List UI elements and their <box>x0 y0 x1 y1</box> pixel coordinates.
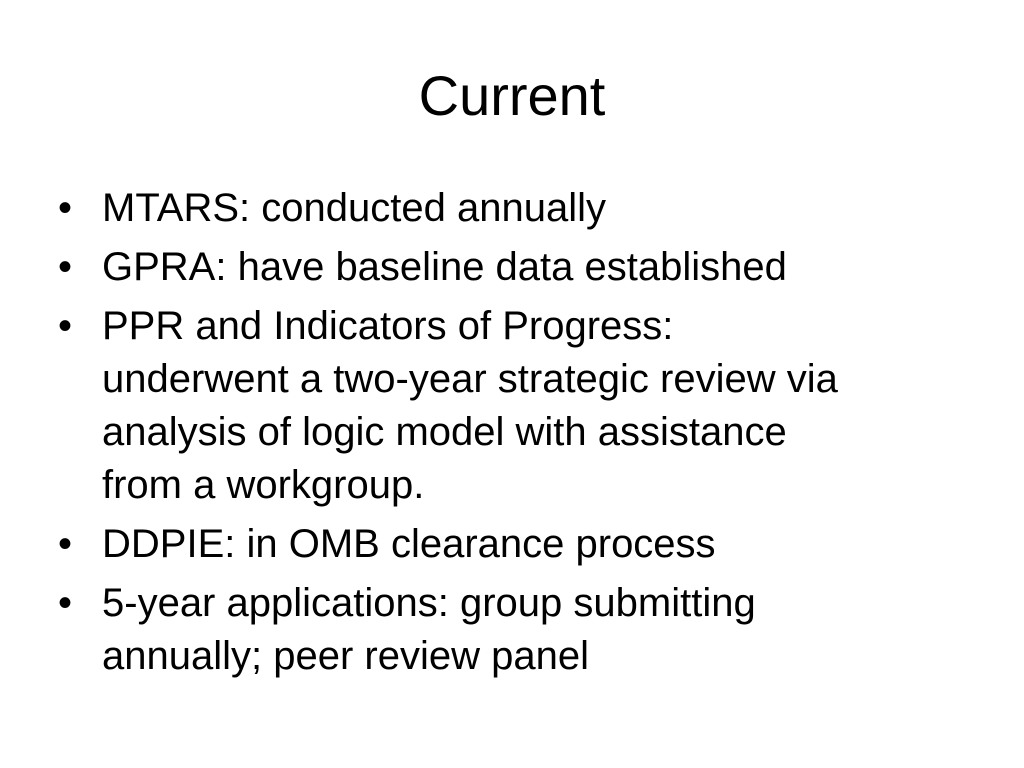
bullet-text: GPRA: have baseline data established <box>102 245 787 289</box>
list-item <box>56 518 956 571</box>
bullet-icon: • <box>58 245 73 289</box>
list-item <box>56 182 956 235</box>
bullet-text: MTARS: conducted annually <box>102 186 606 230</box>
bullet-icon: • <box>58 581 73 625</box>
list-item <box>56 577 956 683</box>
bullet-text: PPR and Indicators of Progress: underwent a two-year strategic review via analysis of logic model with assistance from a workgroup. <box>102 304 838 507</box>
list-item <box>56 300 956 512</box>
bullet-list <box>56 182 956 689</box>
bullet-text: DDPIE: in OMB clearance process <box>102 522 716 566</box>
list-item <box>56 241 956 294</box>
bullet-icon: • <box>58 186 73 230</box>
slide-title: Current <box>418 64 606 127</box>
bullet-icon: • <box>58 522 73 566</box>
bullet-icon: • <box>58 304 73 348</box>
bullet-text: 5-year applications: group submitting annually; peer review panel <box>102 581 756 678</box>
